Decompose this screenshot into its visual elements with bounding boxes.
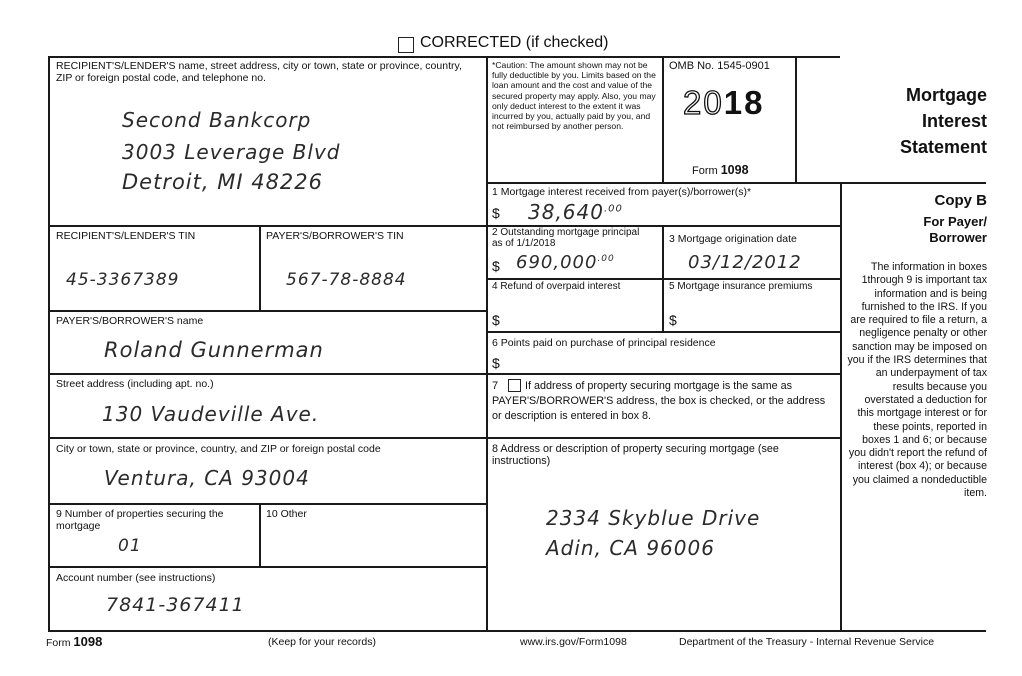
box3-label: 3 Mortgage origination date [669,233,797,245]
box1-amount: 38,640 [528,200,604,224]
payer-tin-value: 567-78-8884 [286,270,407,290]
form-id [692,163,749,177]
box9-value: 01 [118,536,142,556]
box1-value [528,200,623,224]
recipient-tin-value: 45-3367389 [66,270,180,290]
copy-b-subtitle-line-1: For Payer/ [923,214,987,229]
recipient-tin-label: RECIPIENT'S/LENDER'S TIN [56,230,196,242]
tax-year-suffix: 18 [723,84,765,121]
box3-value: 03/12/2012 [688,252,802,273]
footer-dept: Department of the Treasury - Internal Revenue Service [679,636,935,648]
box2-value [516,252,615,273]
copy-b-title: Copy B [934,192,987,209]
caution-text: *Caution: The amount shown may not be fully deductible by you. Limits based on the loan amount and the cost and value of the secured property may apply. Also, you may only deduct interest to the extent it was incurred by you, actually paid by you, and not reimbursed by another person. [492,60,656,132]
recipient-label: RECIPIENT'S/LENDER'S name, street address, city or town, state or province, country, ZIP or foreign postal code, and telephone no. [56,60,462,84]
box5-dollar: $ [669,312,677,328]
footer-url: www.irs.gov/Form1098 [520,636,627,648]
box7-number: 7 [492,380,499,392]
payer-street: 130 Vaudeville Ave. [102,402,320,426]
payer-city: Ventura, CA 93004 [104,466,310,490]
copy-b-subtitle [923,214,987,246]
title-line-2: Interest [921,111,987,131]
footer-form-number: 1098 [73,634,103,649]
copy-b-subtitle-line-2: Borrower [929,230,987,245]
corrected-label: CORRECTED (if checked) [420,34,609,51]
payer-name-label: PAYER'S/BORROWER'S name [56,315,204,327]
omb-number: OMB No. 1545-0901 [669,60,770,72]
box1-dollar: $ [492,205,500,221]
box8-line1: 2334 Skyblue Drive [546,506,761,530]
payer-name: Roland Gunnerman [104,338,324,362]
footer-keep: (Keep for your records) [268,636,376,648]
payer-tin-label: PAYER'S/BORROWER'S TIN [266,230,404,242]
tax-year-prefix: 20 [683,84,724,121]
box6-label: 6 Points paid on purchase of principal residence [492,337,716,349]
account-value: 7841-367411 [106,594,245,616]
box2-dollar: $ [492,258,500,274]
box8-label: 8 Address or description of property securing mortgage (see instructions) [492,443,779,467]
payer-street-label: Street address (including apt. no.) [56,378,214,390]
form-title [900,82,987,160]
recipient-name: Second Bankcorp [122,108,312,132]
box1-label: 1 Mortgage interest received from payer(s)/borrower(s)* [492,186,752,198]
footer-form-id [46,634,102,649]
footer-form-prefix: Form [46,637,71,649]
recipient-city: Detroit, MI 48226 [122,170,324,194]
box10-label: 10 Other [266,508,307,520]
box9-label: 9 Number of properties securing the mortgage [56,508,224,532]
box2-cents: .00 [597,254,615,264]
box7-text: If address of property securing mortgage is the same as PAYER'S/BORROWER'S address, the box is checked, or the address or description is entered in box 8. [492,380,826,422]
box2-label: 2 Outstanding mortgage principal as of 1/1/2018 [492,227,640,249]
box8-line2: Adin, CA 96006 [546,536,715,560]
payer-city-label: City or town, state or province, country, and ZIP or foreign postal code [56,443,381,455]
recipient-street: 3003 Leverage Blvd [122,140,341,164]
title-line-1: Mortgage [906,85,987,105]
box4-dollar: $ [492,312,500,328]
box2-amount: 690,000 [516,252,598,273]
corrected-checkbox[interactable] [398,37,414,53]
box1-cents: .00 [603,203,623,215]
title-line-3: Statement [899,137,987,157]
box6-dollar: $ [492,355,500,371]
form-id-prefix: Form [692,165,718,177]
copy-b-notice: The information in boxes 1through 9 is important tax information and is being furnished to the IRS. If you are required to file a return, a negligence penalty or other sanction may be imposed on you if the IRS determines that an underpayment of tax results because you overstated a deduction for this mortgage interest or for these points, reported in boxes 1 and 6; or because you didn't report the refund of interest (box 4); or because you claimed a nondeductible item. [847,261,987,500]
account-label: Account number (see instructions) [56,572,216,584]
form-id-number: 1098 [720,163,749,177]
box4-label: 4 Refund of overpaid interest [492,281,621,292]
tax-year [683,84,764,122]
box5-label: 5 Mortgage insurance premiums [669,281,813,292]
